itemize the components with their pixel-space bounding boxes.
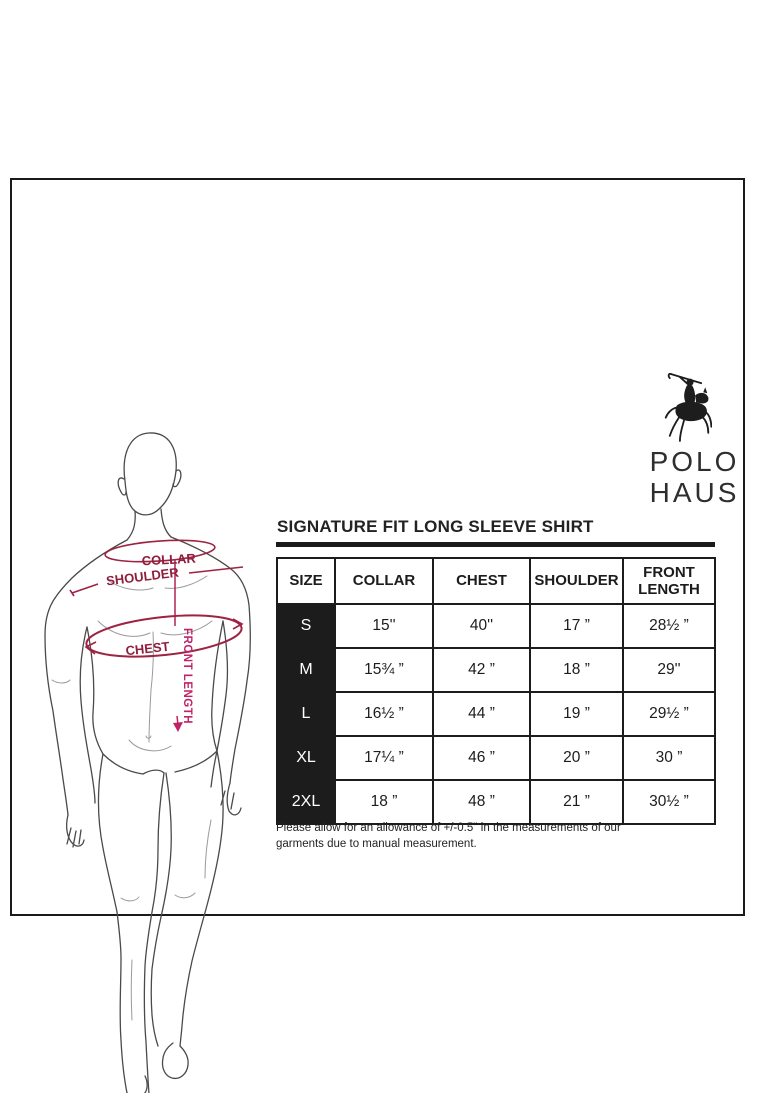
header-size: SIZE: [277, 558, 335, 604]
polo-player-icon: [662, 371, 712, 445]
collar-label: COLLAR: [141, 550, 197, 569]
header-chest: CHEST: [433, 558, 530, 604]
measurement-cell: 16½ ”: [335, 692, 433, 736]
shoulder-label: SHOULDER: [105, 564, 180, 589]
shoulder-line-left: [70, 584, 98, 596]
size-row-2xl: [277, 780, 715, 824]
size-row-xl: [277, 736, 715, 780]
row-size-label: 2XL: [277, 780, 335, 824]
title-underline: [276, 542, 715, 547]
measurement-cell: 17 ”: [530, 604, 623, 648]
measurement-cell: 29'': [623, 648, 715, 692]
measurement-cell: 19 ”: [530, 692, 623, 736]
measurement-allowance-note: Please allow for an allowance of +/-0.5'' in the measurements of our garments due to manual measurement.: [276, 822, 621, 850]
brand-name-line1: POLO: [649, 446, 740, 477]
brand-name-line2: HAUS: [649, 477, 740, 508]
row-size-label: L: [277, 692, 335, 736]
size-row-m: [277, 648, 715, 692]
product-title: SIGNATURE FIT LONG SLEEVE SHIRT: [277, 517, 594, 536]
measurement-cell: 48 ”: [433, 780, 530, 824]
measurement-cell: 40'': [433, 604, 530, 648]
measurement-cell: 29½ ”: [623, 692, 715, 736]
row-size-label: M: [277, 648, 335, 692]
measurement-cell: 44 ”: [433, 692, 530, 736]
size-row-l: [277, 692, 715, 736]
row-size-label: S: [277, 604, 335, 648]
size-chart-table: [276, 557, 716, 825]
croquis-sketch: [45, 433, 250, 1093]
measurement-cell: 42 ”: [433, 648, 530, 692]
measurement-annotations: [70, 537, 244, 732]
measurement-cell: 18 ”: [530, 648, 623, 692]
measurement-cell: 15'': [335, 604, 433, 648]
measurement-cell: 28½ ”: [623, 604, 715, 648]
measurement-cell: 15¾ ”: [335, 648, 433, 692]
content-frame: [10, 178, 745, 916]
measurement-cell: 30½ ”: [623, 780, 715, 824]
measurement-cell: 30 ”: [623, 736, 715, 780]
size-row-s: [277, 604, 715, 648]
measurement-cell: 21 ”: [530, 780, 623, 824]
header-row: [277, 558, 715, 604]
header-front-length: FRONT LENGTH: [623, 558, 715, 604]
measurement-cell: 18 ”: [335, 780, 433, 824]
header-shoulder: SHOULDER: [530, 558, 623, 604]
measurement-cell: 17¼ ”: [335, 736, 433, 780]
measurement-cell: 20 ”: [530, 736, 623, 780]
front-length-label: FRONT LENGTH: [181, 628, 193, 725]
measurement-cell: 46 ”: [433, 736, 530, 780]
body-measurement-figure: [27, 360, 277, 1093]
chest-label: CHEST: [124, 638, 171, 659]
row-size-label: XL: [277, 736, 335, 780]
header-collar: COLLAR: [335, 558, 433, 604]
